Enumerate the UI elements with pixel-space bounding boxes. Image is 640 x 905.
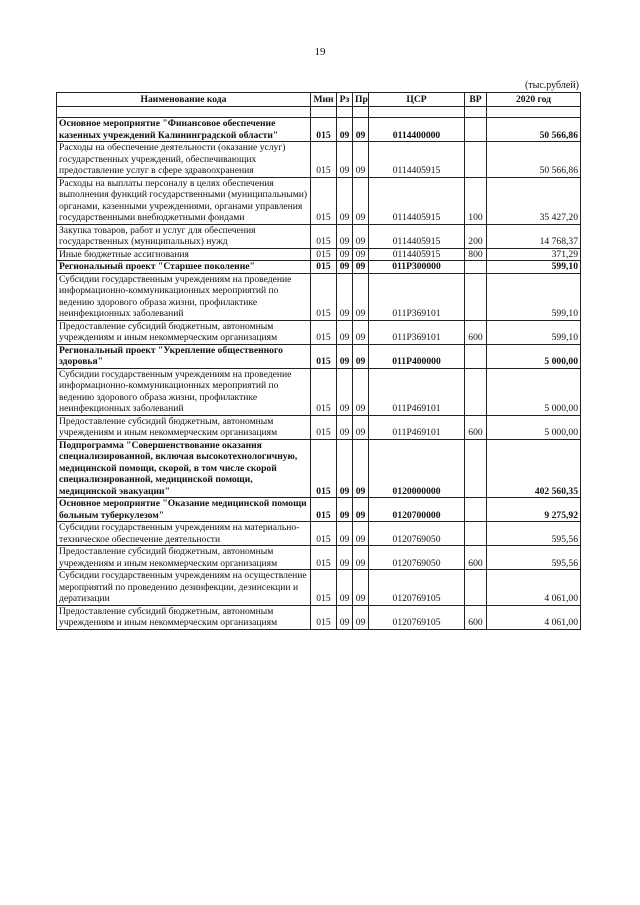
cell-amount: 9 275,92 — [487, 498, 581, 522]
cell-rz: 09 — [337, 570, 353, 606]
cell-vr — [465, 142, 487, 178]
table-row — [57, 498, 581, 522]
table-row — [57, 522, 581, 546]
header-rz: Рз — [337, 93, 353, 107]
table-row — [57, 570, 581, 606]
cell-csr: 0120000000 — [369, 439, 465, 498]
cell-min: 015 — [311, 142, 337, 178]
cell-pr: 09 — [353, 439, 369, 498]
cell-amount: 35 427,20 — [487, 177, 581, 224]
cell-amount: 595,56 — [487, 546, 581, 570]
cell-vr — [465, 439, 487, 498]
cell-pr: 09 — [353, 118, 369, 142]
cell-pr: 09 — [353, 177, 369, 224]
cell-vr: 100 — [465, 177, 487, 224]
cell-amount: 599,10 — [487, 273, 581, 320]
cell-min: 015 — [311, 118, 337, 142]
cell-pr: 09 — [353, 344, 369, 368]
cell-amount: 402 560,35 — [487, 439, 581, 498]
cell-pr: 09 — [353, 498, 369, 522]
cell-vr: 800 — [465, 248, 487, 261]
cell-min: 015 — [311, 248, 337, 261]
cell-csr: 0114405915 — [369, 177, 465, 224]
cell-rz: 09 — [337, 546, 353, 570]
budget-table — [56, 92, 581, 630]
cell-pr: 09 — [353, 273, 369, 320]
header-name: Наименование кода — [57, 93, 311, 107]
cell-min: 015 — [311, 320, 337, 344]
cell-pr: 09 — [353, 546, 369, 570]
cell-rz: 09 — [337, 224, 353, 248]
cell-min: 015 — [311, 439, 337, 498]
cell-rz: 09 — [337, 273, 353, 320]
cell-vr — [465, 570, 487, 606]
cell-rz: 09 — [337, 415, 353, 439]
cell-csr: 0120769050 — [369, 546, 465, 570]
cell-vr — [465, 498, 487, 522]
cell-csr: 0120769105 — [369, 605, 465, 629]
cell-rz: 09 — [337, 439, 353, 498]
cell-name: Предоставление субсидий бюджетным, автономным учреждениям и иным некоммерческим организациям — [57, 415, 311, 439]
cell-amount: 5 000,00 — [487, 368, 581, 415]
table-row — [57, 273, 581, 320]
cell-vr: 200 — [465, 224, 487, 248]
cell-min: 015 — [311, 570, 337, 606]
cell-csr: 011P300000 — [369, 261, 465, 274]
table-header-row — [57, 93, 581, 107]
cell-amount: 4 061,00 — [487, 605, 581, 629]
cell-pr: 09 — [353, 320, 369, 344]
cell-pr: 09 — [353, 570, 369, 606]
cell-name: Подпрограмма "Совершенствование оказания специализированной, включая высокотехнологичную, медицинской помощи, скорой, в том числе скорой специализированной, медицинской помощи, медицинской эвакуации" — [57, 439, 311, 498]
cell-csr: 0114400000 — [369, 118, 465, 142]
cell-min: 015 — [311, 605, 337, 629]
cell-csr: 0120769050 — [369, 522, 465, 546]
table-row — [57, 415, 581, 439]
table-row — [57, 118, 581, 142]
cell-rz: 09 — [337, 142, 353, 178]
cell-csr: 011P369101 — [369, 320, 465, 344]
cell-pr: 09 — [353, 261, 369, 274]
cell-amount: 50 566,86 — [487, 118, 581, 142]
cell-vr: 600 — [465, 605, 487, 629]
cell-pr: 09 — [353, 142, 369, 178]
cell-name: Основное мероприятие "Финансовое обеспечение казенных учреждений Калининградской области" — [57, 118, 311, 142]
cell-amount: 599,10 — [487, 320, 581, 344]
cell-amount: 5 000,00 — [487, 415, 581, 439]
cell-min: 015 — [311, 273, 337, 320]
cell-rz: 09 — [337, 248, 353, 261]
cell-rz: 09 — [337, 177, 353, 224]
table-row — [57, 439, 581, 498]
table-row — [57, 320, 581, 344]
cell-rz: 09 — [337, 261, 353, 274]
table-row — [57, 177, 581, 224]
cell-amount: 4 061,00 — [487, 570, 581, 606]
cell-amount: 595,56 — [487, 522, 581, 546]
table-row — [57, 546, 581, 570]
cell-vr — [465, 261, 487, 274]
cell-pr: 09 — [353, 605, 369, 629]
cell-name: Региональный проект "Старшее поколение" — [57, 261, 311, 274]
cell-vr — [465, 118, 487, 142]
cell-min: 015 — [311, 546, 337, 570]
cell-vr: 600 — [465, 546, 487, 570]
units-label: (тыс.рублей) — [524, 80, 579, 91]
table-row — [57, 368, 581, 415]
cell-csr: 0114405915 — [369, 142, 465, 178]
cell-vr — [465, 273, 487, 320]
table-row — [57, 344, 581, 368]
cell-name: Расходы на выплаты персоналу в целях обеспечения выполнения функций государственными (муниципальными) органами, казенными учреждениями, органами управления государственными внебюджетными фондами — [57, 177, 311, 224]
cell-vr — [465, 368, 487, 415]
cell-amount: 371,29 — [487, 248, 581, 261]
cell-csr: 0114405915 — [369, 248, 465, 261]
cell-vr: 600 — [465, 320, 487, 344]
table-row — [57, 261, 581, 274]
cell-csr: 0114405915 — [369, 224, 465, 248]
cell-name: Предоставление субсидий бюджетным, автономным учреждениям и иным некоммерческим организациям — [57, 546, 311, 570]
table-row — [57, 248, 581, 261]
cell-pr: 09 — [353, 224, 369, 248]
cell-name: Основное мероприятие "Оказание медицинской помощи больным туберкулезом" — [57, 498, 311, 522]
page-number: 19 — [314, 46, 326, 58]
cell-rz: 09 — [337, 368, 353, 415]
cell-pr: 09 — [353, 522, 369, 546]
cell-amount: 14 768,37 — [487, 224, 581, 248]
cell-min: 015 — [311, 261, 337, 274]
cell-name: Региональный проект "Укрепление общественного здоровья" — [57, 344, 311, 368]
header-pr: Пр — [353, 93, 369, 107]
cell-name: Субсидии государственным учреждениям на проведение информационно-коммуникационных мероприятий по ведению здорового образа жизни, профилактике неинфекционных заболеваний — [57, 368, 311, 415]
header-csr: ЦСР — [369, 93, 465, 107]
cell-amount: 50 566,86 — [487, 142, 581, 178]
cell-vr — [465, 522, 487, 546]
cell-csr: 011P369101 — [369, 273, 465, 320]
cell-min: 015 — [311, 344, 337, 368]
cell-name: Закупка товаров, работ и услуг для обеспечения государственных (муниципальных) нужд — [57, 224, 311, 248]
cell-rz: 09 — [337, 344, 353, 368]
cell-amount: 5 000,00 — [487, 344, 581, 368]
cell-name: Предоставление субсидий бюджетным, автономным учреждениям и иным некоммерческим организациям — [57, 320, 311, 344]
cell-name: Расходы на обеспечение деятельности (оказание услуг) государственных учреждений, обеспечивающих предоставление услуг в сфере здравоохранения — [57, 142, 311, 178]
cell-vr — [465, 344, 487, 368]
cell-pr: 09 — [353, 368, 369, 415]
cell-rz: 09 — [337, 522, 353, 546]
cell-amount: 599,10 — [487, 261, 581, 274]
cell-pr: 09 — [353, 415, 369, 439]
cell-min: 015 — [311, 177, 337, 224]
cell-name: Субсидии государственным учреждениям на проведение информационно-коммуникационных мероприятий по ведению здорового образа жизни, профилактике неинфекционных заболеваний — [57, 273, 311, 320]
cell-min: 015 — [311, 415, 337, 439]
cell-name: Иные бюджетные ассигнования — [57, 248, 311, 261]
spacer-row — [57, 107, 581, 118]
header-vr: ВР — [465, 93, 487, 107]
cell-vr: 600 — [465, 415, 487, 439]
cell-min: 015 — [311, 224, 337, 248]
cell-min: 015 — [311, 498, 337, 522]
header-year: 2020 год — [487, 93, 581, 107]
cell-rz: 09 — [337, 498, 353, 522]
cell-name: Предоставление субсидий бюджетным, автономным учреждениям и иным некоммерческим организациям — [57, 605, 311, 629]
cell-csr: 0120769105 — [369, 570, 465, 606]
cell-rz: 09 — [337, 118, 353, 142]
cell-csr: 011P469101 — [369, 415, 465, 439]
cell-csr: 0120700000 — [369, 498, 465, 522]
header-min: Мин — [311, 93, 337, 107]
cell-rz: 09 — [337, 605, 353, 629]
table-row — [57, 224, 581, 248]
cell-name: Субсидии государственным учреждениям на материально-техническое обеспечение деятельности — [57, 522, 311, 546]
table-row — [57, 605, 581, 629]
cell-csr: 011P400000 — [369, 344, 465, 368]
cell-rz: 09 — [337, 320, 353, 344]
cell-csr: 011P469101 — [369, 368, 465, 415]
table-body — [57, 107, 581, 630]
cell-name: Субсидии государственным учреждениям на осуществление мероприятий по проведению дезинфекции, дезинсекции и дератизации — [57, 570, 311, 606]
cell-min: 015 — [311, 368, 337, 415]
table-row — [57, 142, 581, 178]
cell-pr: 09 — [353, 248, 369, 261]
cell-min: 015 — [311, 522, 337, 546]
